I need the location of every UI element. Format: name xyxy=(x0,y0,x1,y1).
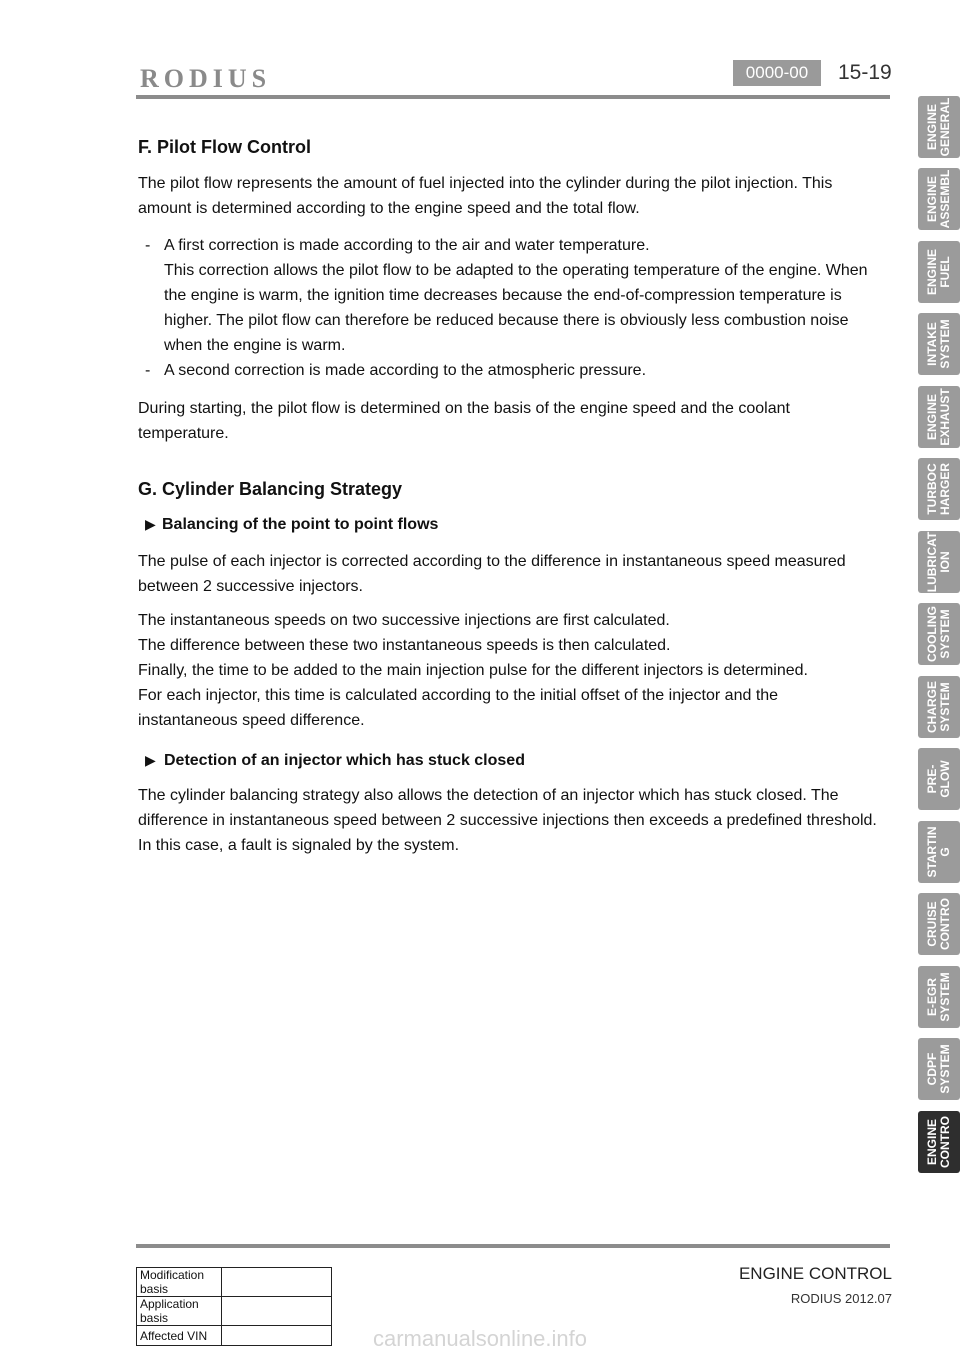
footer-divider xyxy=(136,1244,890,1248)
text-line: temperature. xyxy=(138,425,229,442)
tab-label: CHARGE SYSTEM xyxy=(925,680,952,734)
text-line: amount is determined according to the engine speed and the total flow. xyxy=(138,200,640,217)
tab-label: LUBRICAT ION xyxy=(925,531,952,593)
text-line: difference in instantaneous speed between 2 successive injections then exceeds a predefined threshold. xyxy=(138,812,877,829)
tab-label: ENGINE CONTRO xyxy=(925,1116,952,1168)
section-f-title: F. Pilot Flow Control xyxy=(138,137,311,157)
section-g-title: G. Cylinder Balancing Strategy xyxy=(138,479,403,499)
footer-edition: RODIUS 2012.07 xyxy=(790,1291,892,1306)
tab-label: INTAKE SYSTEM xyxy=(925,319,952,369)
page-number: 15-19 xyxy=(838,61,892,84)
section-g-para-3 xyxy=(138,783,877,858)
text-line: between 2 successive injectors. xyxy=(138,578,363,595)
tab-label: PRE- GLOW xyxy=(925,760,952,798)
sidebar-tab-starting[interactable] xyxy=(918,821,960,883)
brand-logo: RODIUS xyxy=(140,64,272,93)
section-f-closing xyxy=(138,396,790,446)
sidebar-tab-cdpf-system[interactable] xyxy=(918,1038,960,1100)
table-row xyxy=(137,1297,332,1326)
text-line: The difference between these two instantaneous speeds is then calculated. xyxy=(138,637,671,654)
text-line: the engine is warm, the ignition time decreases because the end-of-compression temperature is xyxy=(164,287,842,304)
table-value xyxy=(222,1268,332,1297)
tab-label: ENGINE ASSEMBL xyxy=(925,169,952,229)
subheading-balancing: Balancing of the point to point flows xyxy=(162,516,439,533)
table-label: Affected VIN xyxy=(137,1326,222,1346)
text-line: higher. The pilot flow can therefore be reduced because there is obviously less combustion noise xyxy=(164,312,849,329)
sidebar-tab-pre-glow[interactable] xyxy=(918,748,960,810)
triangle-bullet-icon: ▶ xyxy=(145,516,156,532)
section-f-intro xyxy=(138,171,832,221)
footer-section-title: ENGINE CONTROL xyxy=(738,1264,892,1283)
tab-label: TURBOC HARGER xyxy=(925,462,952,516)
text-line: instantaneous speed difference. xyxy=(138,712,365,729)
text-line: The instantaneous speeds on two successive injections are first calculated. xyxy=(138,612,670,629)
text-line: This correction allows the pilot flow to be adapted to the operating temperature of the engine. When xyxy=(164,262,868,279)
sidebar-tab-turbocharger[interactable] xyxy=(918,458,960,520)
tab-label: ENGINE FUEL xyxy=(925,248,952,296)
section-g-para-1 xyxy=(138,549,846,599)
sidebar-tab-e-egr-system[interactable] xyxy=(918,966,960,1028)
tab-label: COOLING SYSTEM xyxy=(925,606,952,662)
watermark-text: carmanualsonline.info xyxy=(372,1326,588,1351)
table-label: Modification basis xyxy=(137,1268,222,1297)
bullet-dash: - xyxy=(145,237,151,254)
tab-label: ENGINE GENERAL xyxy=(925,97,952,157)
text-line: For each injector, this time is calculated according to the initial offset of the injector and the xyxy=(138,687,779,704)
text-line: The pilot flow represents the amount of fuel injected into the cylinder during the pilot injection. This xyxy=(138,175,833,192)
sidebar-tab-charge-system[interactable] xyxy=(918,676,960,738)
text-line: when the engine is warm. xyxy=(164,337,346,354)
text-line: The cylinder balancing strategy also allows the detection of an injector which has stuck closed. The xyxy=(138,787,839,804)
triangle-bullet-icon: ▶ xyxy=(145,752,156,768)
table-row xyxy=(137,1268,332,1297)
sidebar-tab-engine-exhaust[interactable] xyxy=(918,386,960,448)
table-value xyxy=(222,1297,332,1326)
header-divider xyxy=(136,95,890,99)
text-line: The pulse of each injector is corrected according to the difference in instantaneous speed measured xyxy=(138,553,846,570)
bullet-dash: - xyxy=(145,362,151,379)
section-g-para-2 xyxy=(138,608,808,733)
text-line: During starting, the pilot flow is determined on the basis of the engine speed and the coolant xyxy=(138,400,790,417)
table-label: Application basis xyxy=(137,1297,222,1326)
sidebar-tab-intake-system[interactable] xyxy=(918,313,960,375)
sidebar-tab-cooling-system[interactable] xyxy=(918,603,960,665)
tab-label: CDPF SYSTEM xyxy=(925,1044,952,1094)
sidebar-tab-engine-control[interactable] xyxy=(918,1111,960,1173)
bullet-1-text xyxy=(164,233,868,358)
tab-label: STARTIN G xyxy=(925,826,952,878)
sidebar-tab-engine-general[interactable] xyxy=(918,96,960,158)
text-line: A first correction is made according to the air and water temperature. xyxy=(164,237,650,254)
bullet-2-text: A second correction is made according to the atmospheric pressure. xyxy=(164,362,647,379)
tab-label: CRUISE CONTRO xyxy=(925,898,952,950)
text-line: Finally, the time to be added to the main injection pulse for the different injectors is determined. xyxy=(138,662,808,679)
subheading-detection: Detection of an injector which has stuck closed xyxy=(164,752,525,769)
sidebar-tab-lubrication[interactable] xyxy=(918,531,960,593)
tab-label: ENGINE EXHAUST xyxy=(925,388,952,446)
section-code-badge: 0000-00 xyxy=(733,60,821,86)
sidebar-tab-engine-fuel[interactable] xyxy=(918,241,960,303)
tab-label: E-EGR SYSTEM xyxy=(925,972,952,1022)
sidebar-tab-engine-assembly[interactable] xyxy=(918,168,960,230)
text-line: In this case, a fault is signaled by the system. xyxy=(138,837,460,854)
sidebar-tab-cruise-control[interactable] xyxy=(918,893,960,955)
